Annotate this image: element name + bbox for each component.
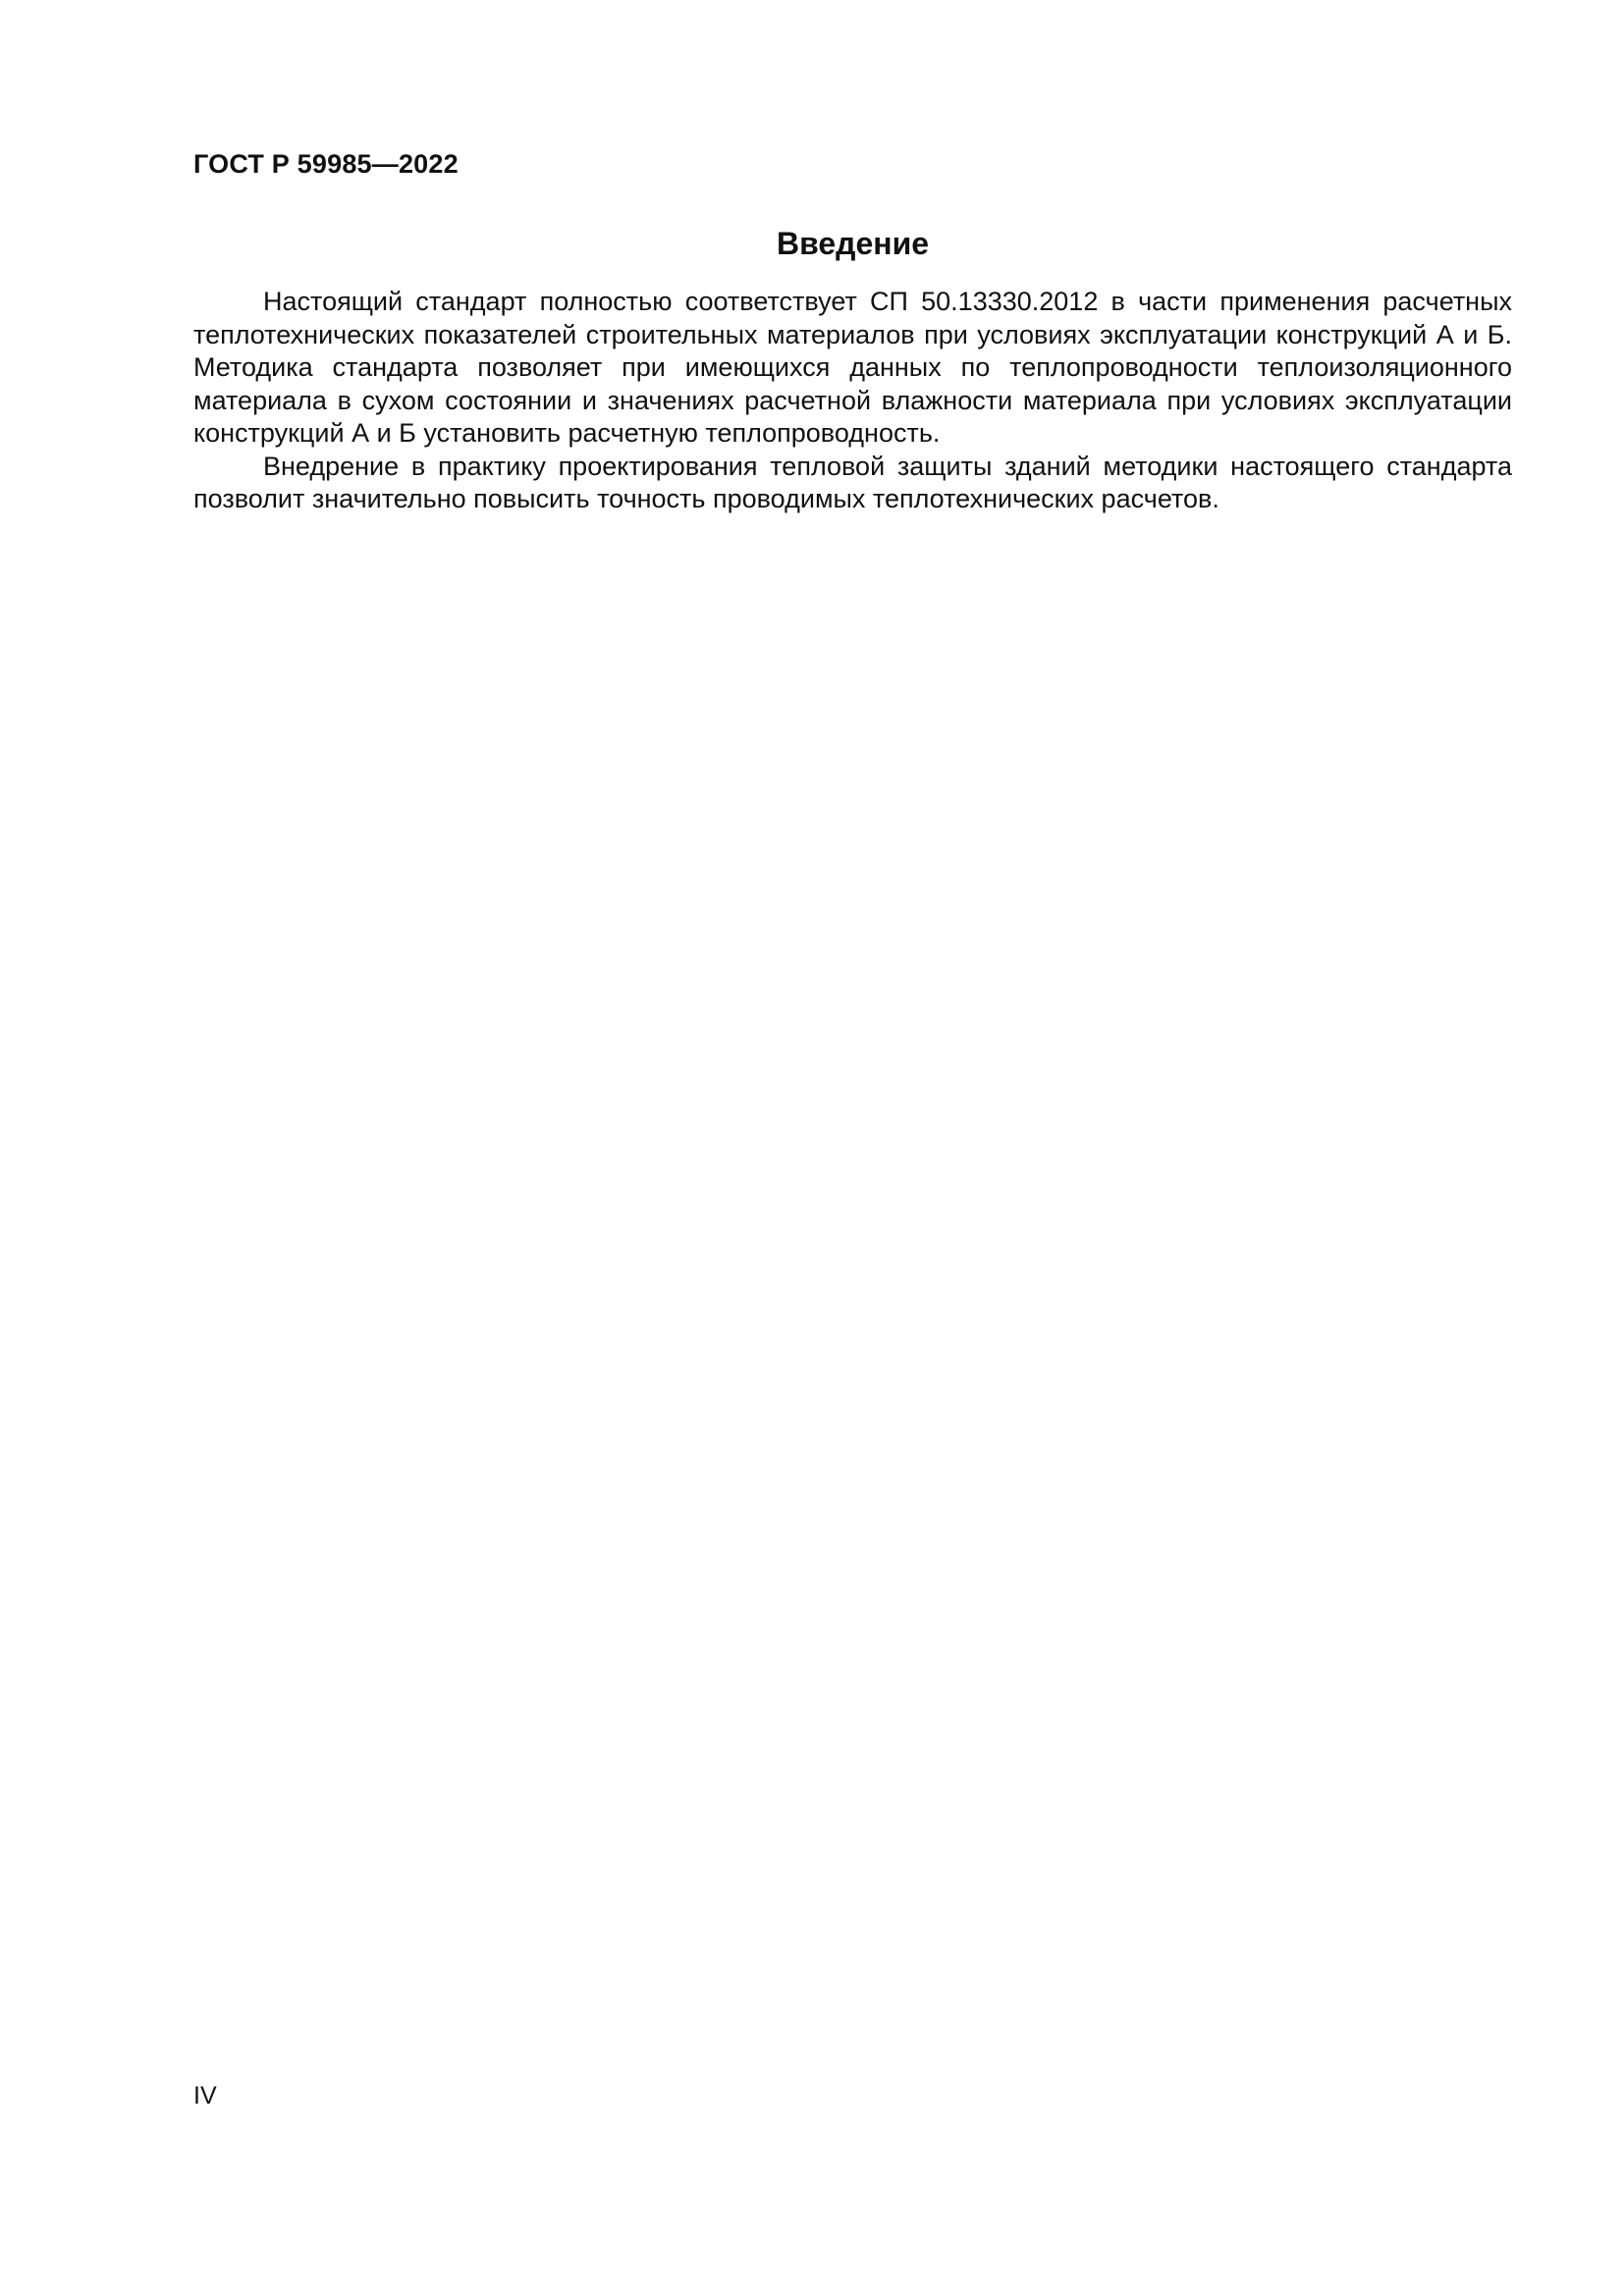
page-number: IV xyxy=(193,2082,217,2109)
paragraph: Внедрение в практику проектирования тепловой защиты зданий методики настоящего стандарта позволит значительно повысить точность проводимых теплотехнических расчетов. xyxy=(193,451,1512,513)
section-title: Введение xyxy=(776,226,930,261)
document-code: ГОСТ Р 59985—2022 xyxy=(193,149,459,179)
paragraph: Настоящий стандарт полностью соответствует СП 50.13330.2012 в части применения расчетных теплотехнических показателей строительных материалов при условиях эксплуатации конструкций А и Б. Методика стандарта позволяет при имеющихся данных по теплопроводности теплоизоляционного материала в сухом состоянии и значениях расчетной влажности материала при условиях эксплуатации конструкций А и Б установить расчетную теплопроводность. xyxy=(193,287,1512,448)
section-body xyxy=(193,286,1512,516)
